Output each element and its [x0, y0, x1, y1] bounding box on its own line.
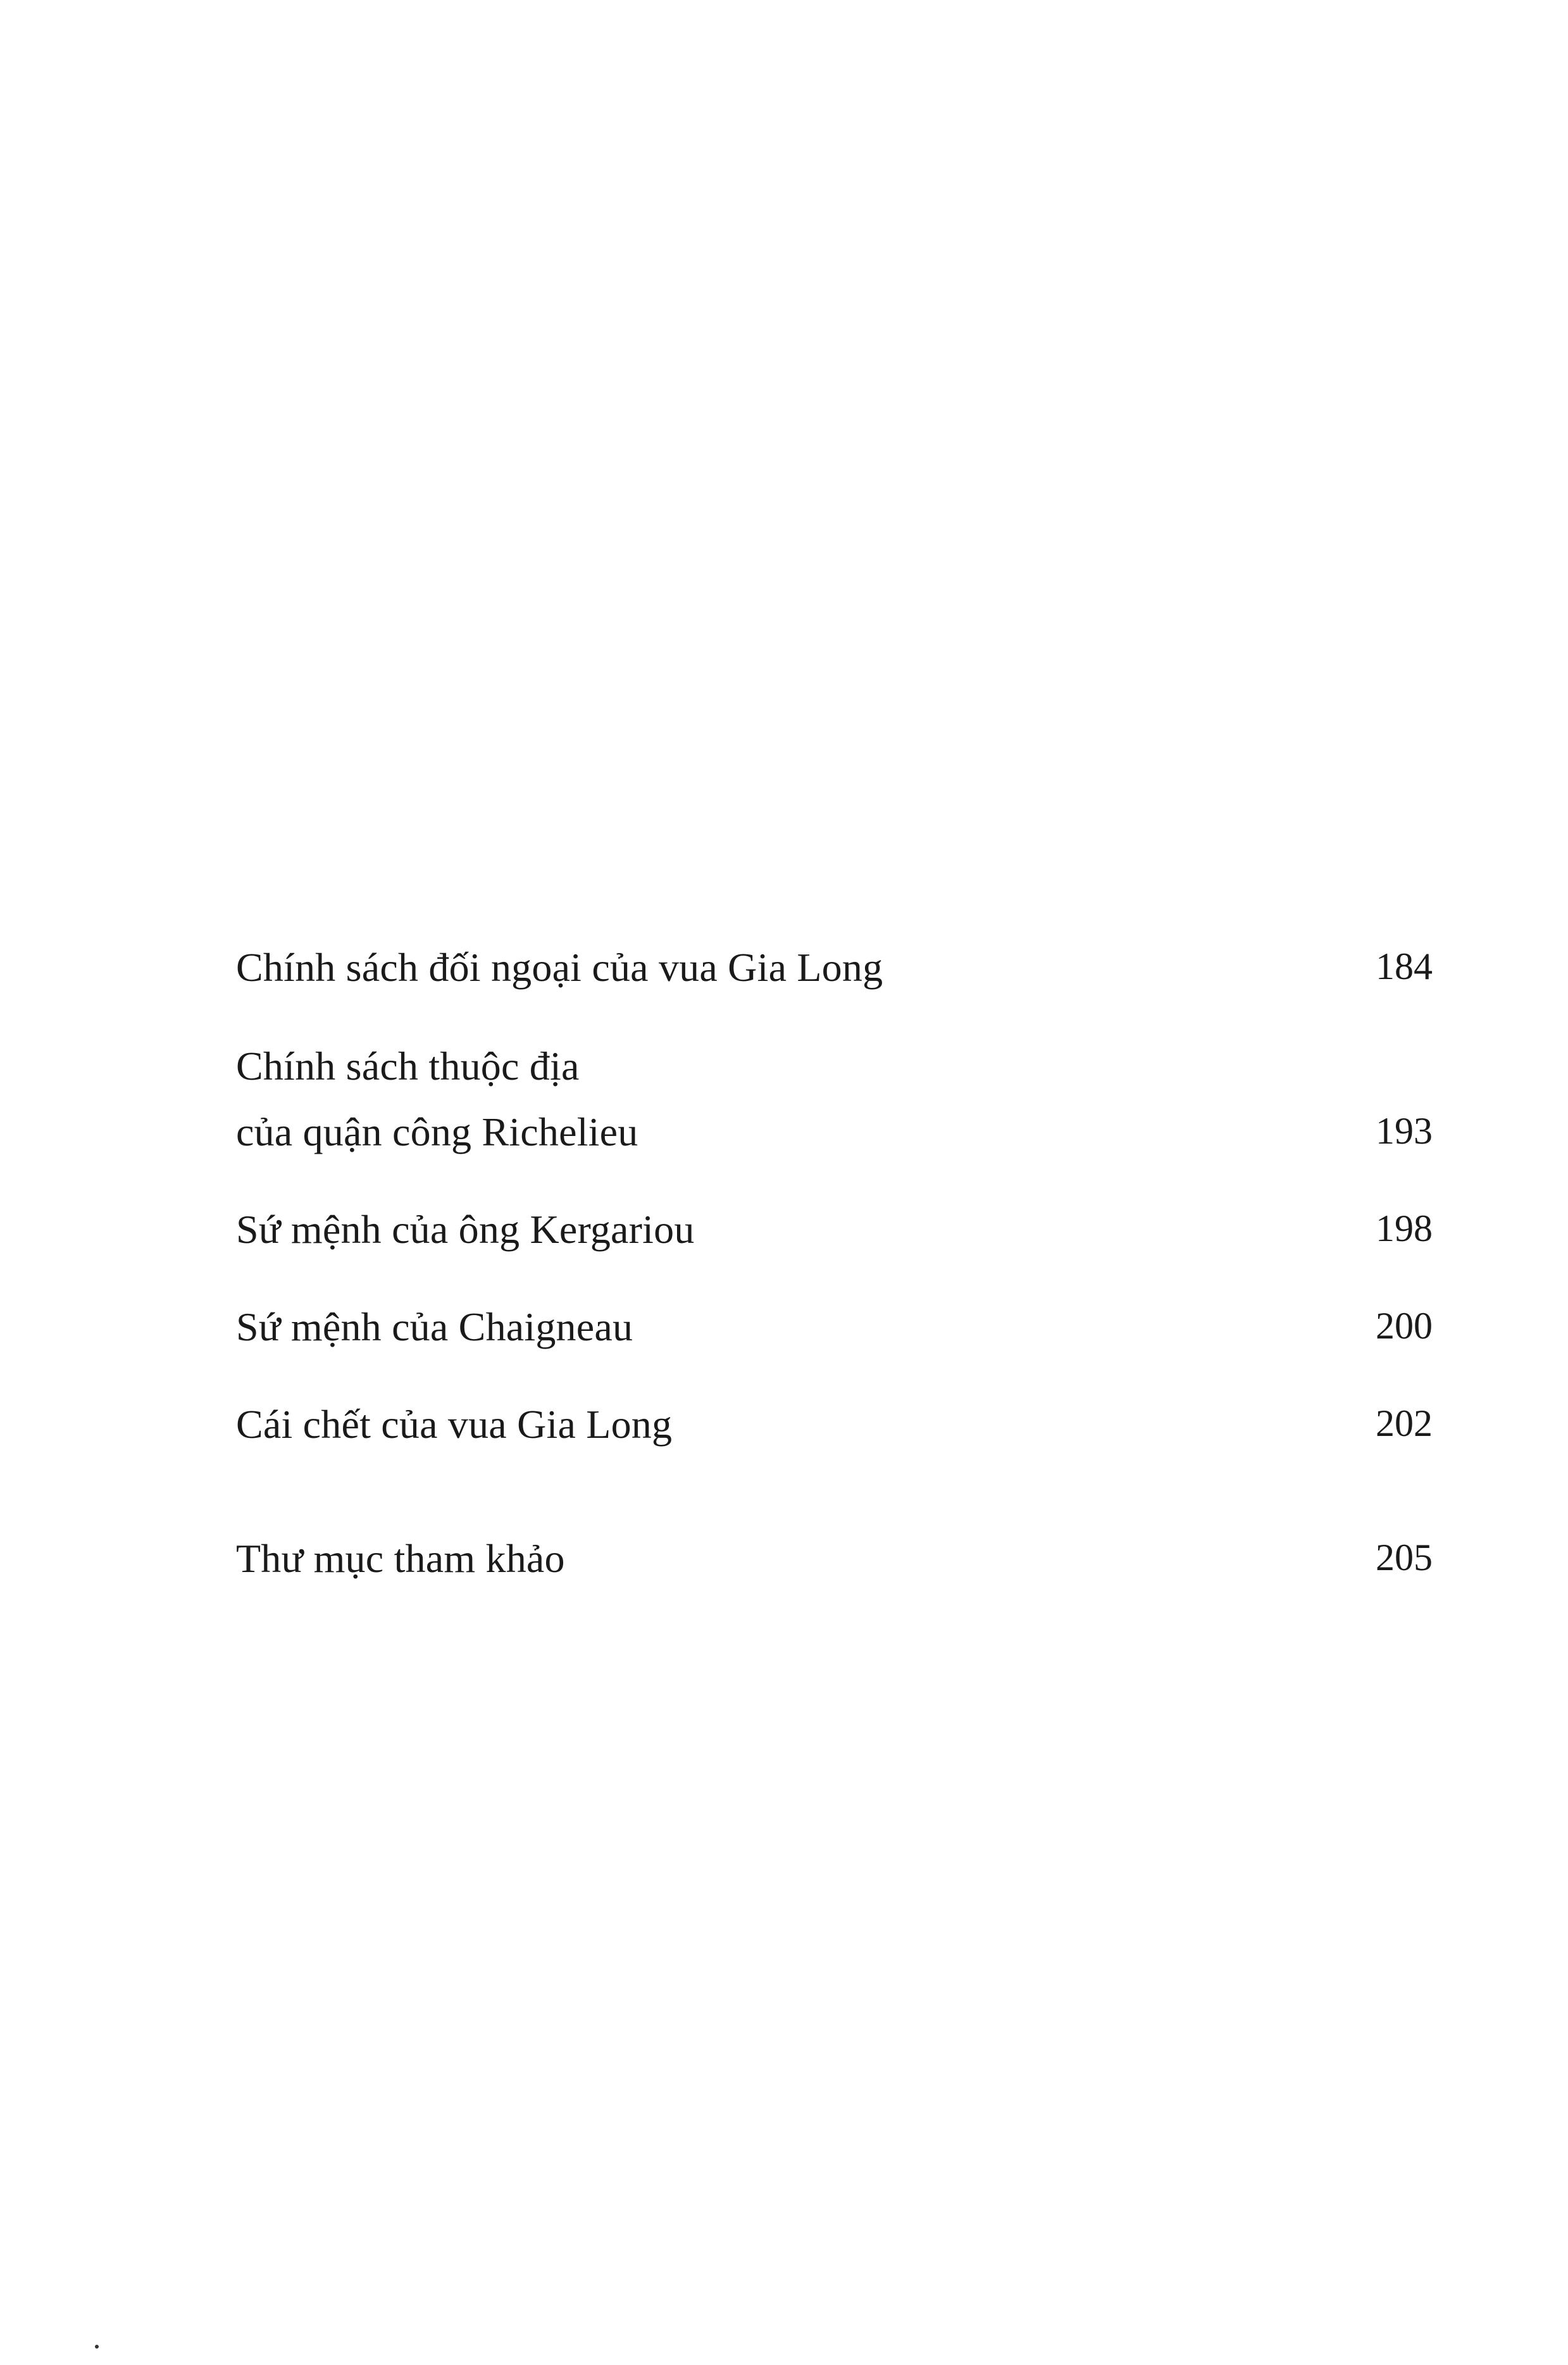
toc-entry-page: 193	[1376, 1110, 1433, 1152]
toc-entry-page: 200	[1376, 1305, 1433, 1347]
toc-entry-page: 202	[1376, 1402, 1433, 1444]
toc-entry-title: Thư mục tham khảo	[236, 1536, 565, 1581]
toc-entry-title: Sứ mệnh của ông Kergariou	[236, 1207, 695, 1252]
toc-entry-title: Sứ mệnh của Chaigneau	[236, 1304, 633, 1349]
toc-entry-page: 198	[1376, 1207, 1433, 1249]
toc-entry-title: Cái chết của vua Gia Long	[236, 1402, 673, 1447]
scan-speck	[95, 2345, 99, 2349]
toc-entry-title-continued: của quận công Richelieu	[236, 1109, 638, 1154]
toc-entry-title: Chính sách thuộc địa	[236, 1044, 580, 1089]
toc-entry-page: 184	[1376, 945, 1433, 987]
toc-entry-page: 205	[1376, 1537, 1433, 1578]
toc-entry-title: Chính sách đối ngoại của vua Gia Long	[236, 945, 883, 990]
